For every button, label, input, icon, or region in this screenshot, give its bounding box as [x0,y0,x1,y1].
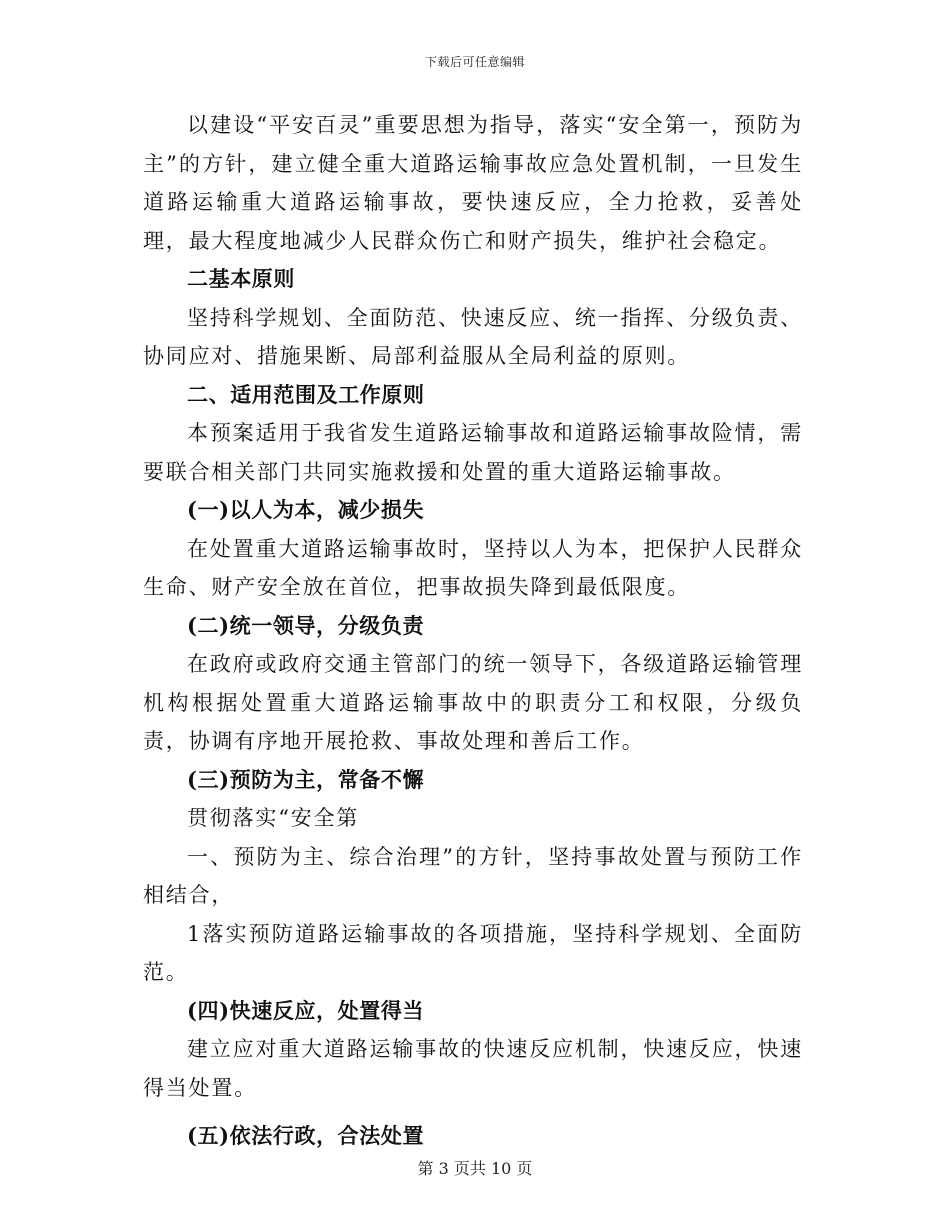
paragraph: 以建设“平安百灵”重要思想为指导，落实“安全第一，预防为主”的方针，建立健全重大道路运输事故应急处置机制，一旦发生道路运输重大道路运输事故，要快速反应，全力抢救，妥善处理，最大程度地减少人民群众伤亡和财产损失，维护社会稳定。 [143,113,803,253]
section-heading: 二基本原则 [187,266,295,291]
paragraph: 建立应对重大道路运输事故的快速反应机制，快速反应，快速得当处置。 [143,1037,803,1100]
spacer [143,1107,803,1117]
document-body [143,106,803,1156]
paragraph: 在处置重大道路运输事故时，坚持以人为本，把保护人民群众生命、财产安全放在首位，把事故损失降到最低限度。 [143,536,803,599]
paragraph: 本预案适用于我省发生道路运输事故和道路运输事故险情，需要联合相关部门共同实施救援和处置的重大道路运输事故。 [143,421,803,484]
section-heading: (二)统一领导，分级负责 [187,612,425,638]
paragraph: 贯彻落实“安全第 [187,806,360,830]
paragraph: 一、预防为主、综合治理”的方针，坚持事故处置与预防工作相结合， [143,844,803,907]
paragraph: 在政府或政府交通主管部门的统一领导下，各级道路运输管理机构根据处置重大道路运输事故中的职责分工和权限，分级负责，协调有序地开展抢救、事故处理和善后工作。 [143,652,803,753]
paragraph: 坚持科学规划、全面防范、快速反应、统一指挥、分级负责、协同应对、措施果断、局部利益服从全局利益的原则。 [143,305,803,368]
section-heading: 二、适用范围及工作原则 [187,381,425,407]
paragraph: 1落实预防道路运输事故的各项措施，坚持科学规划、全面防范。 [143,921,803,984]
page-header: 下载后可任意编辑 [424,55,525,69]
section-heading: (三)预防为主，常备不懈 [187,766,425,792]
section-heading: (一)以人为本，减少损失 [187,497,425,522]
section-heading: (四)快速反应，处置得当 [187,997,425,1023]
section-heading: (五)依法行政，合法处置 [187,1123,425,1148]
page-footer: 第 3 页共 10 页 [417,1159,533,1178]
